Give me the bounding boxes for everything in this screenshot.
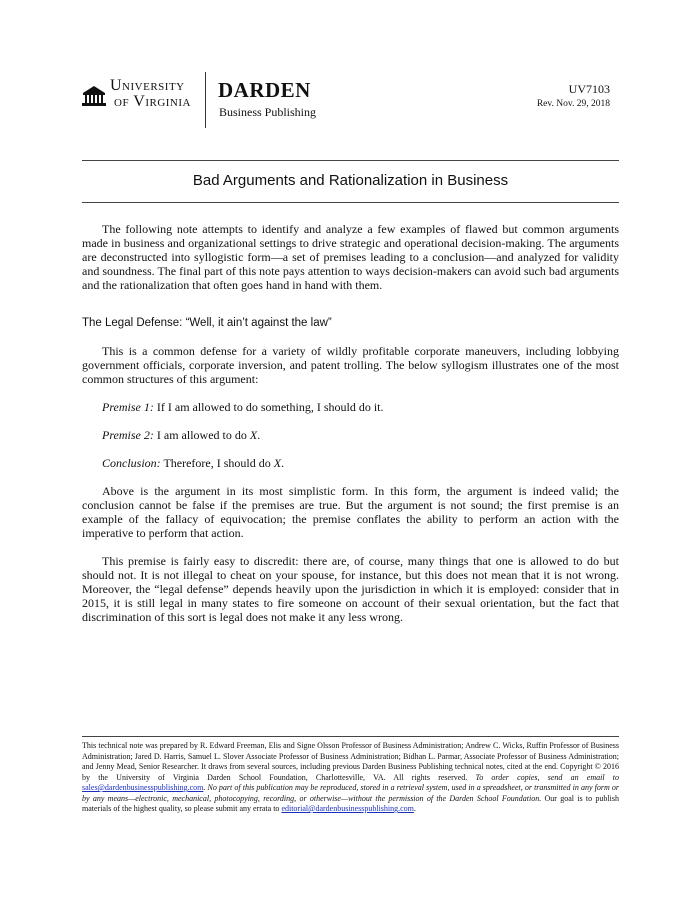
rotunda-icon — [82, 84, 106, 106]
section-heading: The Legal Defense: “Well, it ain’t against the law” — [82, 317, 332, 329]
conclusion-text: Therefore, I should do — [160, 456, 274, 470]
darden-subtitle: Business Publishing — [219, 105, 317, 119]
document-id — [537, 82, 610, 109]
title-rule-top — [82, 160, 619, 161]
conclusion-label: Conclusion: — [102, 456, 161, 470]
university-line2: of Virginia — [114, 93, 191, 110]
premise-2-label: Premise 2: — [102, 428, 154, 442]
section-paragraph-2: Above is the argument in its most simplistic form. In this form, the argument is indeed valid; the conclusion cannot be false if the premises are true. But the argument is not sound; the first premise is an example of the fallacy of equivocation; the premise conflates the ability to perform an action with the imperative to perform that action. — [82, 484, 619, 540]
title-rule-bottom — [82, 202, 619, 203]
premise-2-var: X — [249, 428, 258, 442]
page-title: Bad Arguments and Rationalization in Business — [192, 172, 509, 189]
doc-code: UV7103 — [568, 82, 610, 96]
section-paragraph-1: This is a common defense for a variety of wildly profitable corporate maneuvers, including lobbying government officials, corporate inversion, and patent trolling. The below syllogism illustrates one of the most common structures of this argument: — [82, 344, 619, 386]
footer-copyright-text: . No part of this publication may be reproduced, stored in a retrieval system, used in a spreadsheet, or transmitted in any form or by any means—electronic, mechanical, photocopying, recording, or otherwise—without the permission of the Darden School Foundation. — [82, 783, 619, 803]
logo-divider — [205, 72, 206, 128]
premise-1 — [82, 400, 619, 414]
conclusion-var: X — [273, 456, 282, 470]
footer-rule — [82, 736, 619, 737]
sales-email-link[interactable]: sales@dardenbusinesspublishing.com — [82, 783, 204, 792]
premise-2 — [82, 428, 619, 442]
logo-area — [82, 72, 342, 130]
university-line1: University — [110, 77, 185, 94]
premise-2-end: . — [257, 428, 261, 442]
university-wordmark — [110, 78, 191, 110]
premise-1-text: If I am allowed to do something, I should do it. — [153, 400, 384, 414]
footer-note — [82, 741, 619, 815]
footer-order-text: To order copies, send an email to — [475, 772, 619, 782]
editorial-email-link[interactable]: editorial@dardenbusinesspublishing.com — [281, 804, 414, 813]
premise-1-label: Premise 1: — [102, 400, 154, 414]
body-content — [82, 222, 619, 624]
footer-text-1: This technical note was prepared by R. Edward Freeman, Elis and Signe Olsson Professor of Business Administration; Andrew C. Wicks, Ruffin Professor of Business Administration; Jared D. Harris, Samuel L. Slover Associate Professor of Business Administration; Bidhan L. Parmar, Associate Professor of Business Administration; and Jenny Mead, Senior Researcher. It draws from several sources, including previous Darden Business Publishing technical notes, cited at the end. Copyright © 2016 by the University of Virginia Darden School Foundation, Charlottesville, VA. All rights reserved. — [82, 741, 619, 782]
footer-text-2: Our goal is to publish materials of the highest quality, so please submit any errata to — [82, 793, 619, 813]
intro-paragraph: The following note attempts to identify and analyze a few examples of flawed but common arguments made in business and organizational settings to drive strategic and operational decision-making. The arguments are deconstructed into syllogistic form—a set of premises leading to a conclusion—and analyzed for validity and soundness. The final part of this note pays attention to ways decision-makers can avoid such bad arguments and the rationalization that often goes hand in hand with them. — [82, 222, 619, 292]
conclusion-end: . — [281, 456, 285, 470]
revision-date: Rev. Nov. 29, 2018 — [536, 99, 610, 109]
conclusion — [82, 456, 619, 470]
darden-wordmark: DARDEN — [218, 78, 311, 102]
section-paragraph-3: This premise is fairly easy to discredit: there are, of course, many things that one is allowed to do but should not. It is not illegal to cheat on your spouse, for instance, but this does not mean that it is not wrong. Moreover, the “legal defense” depends heavily upon the jurisdiction in which it is employed: consider that in 2015, it is still legal in many states to fire someone on account of their sexual orientation, but the fact that discrimination of this sort is legal does not make it any less wrong. — [82, 554, 619, 624]
footer-text-3: . — [413, 804, 416, 813]
premise-2-text: I am allowed to do — [153, 428, 250, 442]
